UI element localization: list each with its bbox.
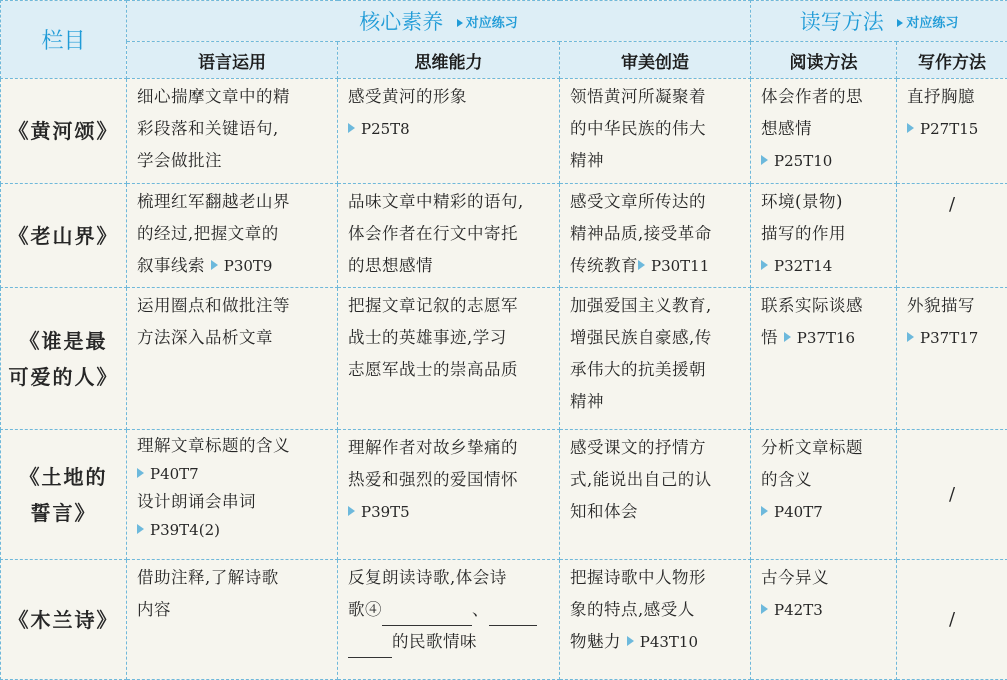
lanmu-header: 栏目: [1, 1, 127, 79]
cell-reading-method: [751, 430, 897, 560]
practice-ref[interactable]: [761, 250, 890, 282]
cell-text: 精神品质,接受革命: [570, 218, 744, 250]
cell-reading-method: [751, 560, 897, 680]
practice-ref-text: P30T11: [651, 257, 709, 275]
cell-thinking: [338, 430, 560, 560]
cell-text: 体会作者的思: [761, 81, 890, 113]
practice-ref[interactable]: [348, 496, 553, 528]
practice-ref[interactable]: [907, 113, 1001, 145]
practice-ref[interactable]: [348, 113, 553, 145]
cell-writing-method: [897, 560, 1007, 680]
cell-text: 承伟大的抗美援朝: [570, 354, 744, 386]
not-applicable-mark: /: [949, 194, 955, 215]
practice-ref[interactable]: [907, 322, 1001, 354]
cell-text: 品味文章中精彩的语句,: [348, 186, 553, 218]
cell-text: 的含义: [761, 464, 890, 496]
cell-thinking: [338, 288, 560, 430]
cell-reading-method: [751, 79, 897, 184]
column-header: 写作方法: [897, 42, 1007, 79]
cell-text: 加强爱国主义教育,: [570, 290, 744, 322]
answer-blank[interactable]: [382, 607, 472, 626]
lesson-title: [1, 288, 127, 430]
triangle-right-icon: [457, 19, 463, 27]
table-row: [1, 79, 1007, 184]
column-header: 阅读方法: [751, 42, 897, 79]
cell-thinking: [338, 79, 560, 184]
cell-writing-method: [897, 79, 1007, 184]
cell-text: 内容: [137, 594, 331, 626]
table-row: [1, 184, 1007, 288]
cell-text: 、: [472, 600, 489, 619]
practice-ref-text: P39T5: [361, 503, 410, 521]
practice-ref-text: P30T9: [224, 257, 273, 275]
cell-text: 叙事线索: [137, 256, 205, 275]
triangle-right-icon: [627, 636, 634, 646]
cell-language: [127, 288, 338, 430]
cell-text: 的民歌情味: [392, 632, 477, 651]
practice-ref[interactable]: [137, 516, 331, 544]
lesson-title-text: 可爱的人》: [3, 359, 124, 395]
triangle-right-icon: [348, 506, 355, 516]
cell-text: 传统教育: [570, 256, 638, 275]
cell-text: 感受文章所传达的: [570, 186, 744, 218]
cell-aesthetic: [560, 430, 751, 560]
cell-language: [127, 79, 338, 184]
lesson-title-text: 《土地的: [3, 459, 124, 495]
cell-text: 描写的作用: [761, 218, 890, 250]
practice-ref[interactable]: [761, 145, 890, 177]
core-group-title: 核心素养: [359, 10, 443, 34]
lesson-title-text: 《黄河颂》: [9, 119, 119, 143]
practice-ref[interactable]: [137, 460, 331, 488]
cell-text: 学会做批注: [137, 145, 331, 177]
practice-ref[interactable]: [627, 632, 698, 651]
cell-text: 古今异义: [761, 562, 890, 594]
cell-text: 的思想感情: [348, 250, 553, 282]
cell-text: 联系实际谈感: [761, 290, 890, 322]
cell-text: 热爱和强烈的爱国情怀: [348, 464, 553, 496]
cell-text: 设计朗诵会串词: [137, 488, 331, 516]
practice-ref[interactable]: [784, 328, 855, 347]
cell-text: 领悟黄河所凝聚着: [570, 81, 744, 113]
cell-text: 增强民族自豪感,传: [570, 322, 744, 354]
cell-text: 精神: [570, 386, 744, 418]
cell-text: 彩段落和关键语句,: [137, 113, 331, 145]
practice-ref-text: P25T8: [361, 120, 410, 138]
cell-text: 梳理红军翻越老山界: [137, 186, 331, 218]
triangle-right-icon: [907, 123, 914, 133]
table-row: [1, 430, 1007, 560]
cell-text: 把握诗歌中人物形: [570, 562, 744, 594]
cell-aesthetic: [560, 79, 751, 184]
rw-group-title: 读写方法: [800, 10, 884, 34]
read-write-method-header: [751, 1, 1007, 42]
lesson-title-text: 《老山界》: [9, 224, 119, 248]
triangle-right-icon: [638, 260, 645, 270]
column-header: 审美创造: [560, 42, 751, 79]
cell-text: 理解作者对故乡挚痛的: [348, 432, 553, 464]
core-practice-link-label: 对应练习: [466, 16, 518, 31]
column-header: 语言运用: [127, 42, 338, 79]
cell-text: 理解文章标题的含义: [137, 432, 331, 460]
cell-text: 方法深入品析文章: [137, 322, 331, 354]
cell-thinking: [338, 560, 560, 680]
cell-text: 感受课文的抒情方: [570, 432, 744, 464]
triangle-right-icon: [761, 260, 768, 270]
cell-text: 细心揣摩文章中的精: [137, 81, 331, 113]
cell-language: [127, 430, 338, 560]
cell-aesthetic: [560, 560, 751, 680]
triangle-right-icon: [897, 19, 903, 27]
cell-reading-method: [751, 184, 897, 288]
lesson-title-text: 誓言》: [3, 495, 124, 531]
triangle-right-icon: [761, 155, 768, 165]
cell-text: 物魅力: [570, 632, 621, 651]
cell-text: 想感情: [761, 113, 890, 145]
practice-ref-text: P27T15: [920, 120, 978, 138]
core-practice-link[interactable]: [457, 16, 518, 31]
header-row-columns: [1, 42, 1007, 79]
cell-aesthetic: [560, 184, 751, 288]
cell-text: 借助注释,了解诗歌: [137, 562, 331, 594]
not-applicable-mark: /: [949, 484, 955, 505]
cell-text: 感受黄河的形象: [348, 81, 553, 113]
cell-text: 志愿军战士的崇高品质: [348, 354, 553, 386]
cell-language: [127, 184, 338, 288]
rw-practice-link[interactable]: [897, 16, 958, 31]
practice-ref[interactable]: [761, 496, 890, 528]
cell-text: 战士的英雄事迹,学习: [348, 322, 553, 354]
triangle-right-icon: [137, 468, 144, 478]
cell-text: 的中华民族的伟大: [570, 113, 744, 145]
rw-practice-link-label: 对应练习: [906, 16, 958, 31]
triangle-right-icon: [761, 506, 768, 516]
practice-ref-text: P37T17: [920, 329, 978, 347]
triangle-right-icon: [907, 332, 914, 342]
triangle-right-icon: [784, 332, 791, 342]
answer-blank[interactable]: [348, 639, 392, 658]
cell-text: 直抒胸臆: [907, 81, 1001, 113]
cell-text: 精神: [570, 145, 744, 177]
table-row: [1, 288, 1007, 430]
practice-ref[interactable]: [761, 594, 890, 626]
cell-text: 环境(景物): [761, 186, 890, 218]
practice-ref-text: P39T4(2): [150, 521, 220, 539]
triangle-right-icon: [348, 123, 355, 133]
cell-writing-method: [897, 430, 1007, 560]
column-header: 思维能力: [338, 42, 560, 79]
not-applicable-mark: /: [949, 609, 955, 630]
practice-ref-text: P40T7: [150, 465, 199, 483]
lesson-title: [1, 560, 127, 680]
lesson-title: [1, 430, 127, 560]
cell-aesthetic: [560, 288, 751, 430]
cell-text: 知和体会: [570, 496, 744, 528]
cell-writing-method: [897, 184, 1007, 288]
lesson-title-text: 《谁是最: [3, 323, 124, 359]
cell-text: 分析文章标题: [761, 432, 890, 464]
triangle-right-icon: [211, 260, 218, 270]
practice-ref-text: P42T3: [774, 601, 823, 619]
cell-text: 歌④: [348, 600, 382, 619]
header-row-groups: [1, 1, 1007, 42]
practice-ref-text: P43T10: [640, 633, 698, 651]
practice-ref[interactable]: [638, 256, 709, 275]
practice-ref-text: P25T10: [774, 152, 832, 170]
practice-ref-text: P40T7: [774, 503, 823, 521]
cell-text: 体会作者在行文中寄托: [348, 218, 553, 250]
cell-reading-method: [751, 288, 897, 430]
cell-text: 象的特点,感受人: [570, 594, 744, 626]
core-competency-header: [127, 1, 751, 42]
cell-text: 式,能说出自己的认: [570, 464, 744, 496]
lesson-title-text: 《木兰诗》: [9, 608, 119, 632]
practice-ref-text: P32T14: [774, 257, 832, 275]
answer-blank[interactable]: [489, 607, 537, 626]
lesson-title: [1, 184, 127, 288]
table-row: [1, 560, 1007, 680]
cell-text: 的经过,把握文章的: [137, 218, 331, 250]
cell-writing-method: [897, 288, 1007, 430]
triangle-right-icon: [761, 604, 768, 614]
cell-text: 反复朗读诗歌,体会诗: [348, 562, 553, 594]
cell-language: [127, 560, 338, 680]
triangle-right-icon: [137, 524, 144, 534]
practice-ref[interactable]: [211, 256, 273, 275]
cell-text: 外貌描写: [907, 290, 1001, 322]
cell-thinking: [338, 184, 560, 288]
practice-ref-text: P37T16: [797, 329, 855, 347]
cell-text: 悟: [761, 328, 778, 347]
cell-text: 把握文章记叙的志愿军: [348, 290, 553, 322]
lesson-title: [1, 79, 127, 184]
cell-text: 运用圈点和做批注等: [137, 290, 331, 322]
